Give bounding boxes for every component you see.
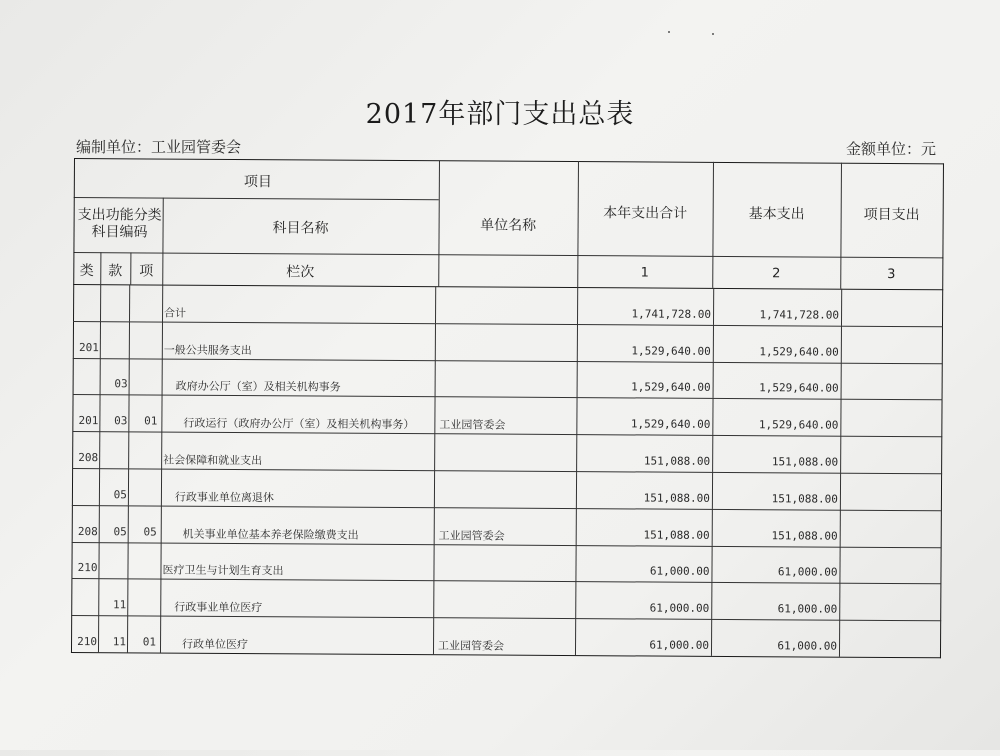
cell-unit-name: 工业园管委会 bbox=[439, 416, 505, 432]
table-row bbox=[1, 0, 1000, 6]
cell-xiang: 01 bbox=[128, 635, 156, 648]
cell-basic: 1,529,640.00 bbox=[714, 381, 839, 395]
cell-project bbox=[841, 566, 939, 567]
header-lanci: 栏次 bbox=[162, 261, 438, 283]
cell-total: 61,000.00 bbox=[577, 564, 709, 578]
cell-subject-name: 合计 bbox=[164, 304, 186, 320]
header-func-code: 支出功能分类 科目编码 bbox=[73, 207, 165, 242]
cell-basic: 151,088.00 bbox=[713, 492, 838, 506]
cell-subject-name: 行政事业单位医疗 bbox=[174, 599, 262, 616]
cell-total: 151,088.00 bbox=[578, 528, 710, 542]
cell-kuan: 03 bbox=[100, 378, 128, 391]
compiling-unit: 编制单位：工业园管委会 bbox=[76, 136, 241, 157]
table-row bbox=[1, 0, 1000, 6]
header-lei: 类 bbox=[73, 260, 100, 280]
cell-total: 61,000.00 bbox=[577, 638, 709, 652]
cell-lei: 201 bbox=[72, 414, 98, 427]
cell-project bbox=[841, 456, 939, 457]
cell-basic: 151,088.00 bbox=[713, 455, 838, 469]
header-col2: 2 bbox=[712, 266, 840, 282]
cell-project bbox=[842, 345, 940, 346]
cell-basic: 61,000.00 bbox=[712, 565, 837, 579]
cell-lei: 208 bbox=[72, 451, 98, 464]
table-row bbox=[1, 0, 1000, 6]
cell-kuan: 11 bbox=[98, 598, 126, 611]
header-col1: 1 bbox=[577, 265, 712, 281]
table-row bbox=[1, 0, 1000, 6]
cell-lei: 210 bbox=[71, 635, 97, 648]
cell-basic: 1,529,640.00 bbox=[714, 345, 839, 359]
cell-unit-name: 工业园管委会 bbox=[439, 527, 505, 543]
header-col3: 3 bbox=[840, 267, 942, 283]
cell-project bbox=[841, 419, 939, 420]
header-basic: 基本支出 bbox=[713, 203, 841, 224]
cell-unit-name: 工业园管委会 bbox=[438, 637, 504, 653]
header-subject-name: 科目名称 bbox=[163, 217, 439, 239]
header-xiangmu: 项目 bbox=[163, 171, 353, 192]
table-row bbox=[1, 0, 1000, 6]
cell-subject-name: 机关事业单位基本养老保险缴费支出 bbox=[183, 525, 359, 542]
cell-basic: 61,000.00 bbox=[712, 639, 837, 653]
cell-basic: 151,088.00 bbox=[713, 529, 838, 543]
cell-subject-name: 政府办公厅（室）及相关机构事务 bbox=[176, 378, 341, 395]
cell-project bbox=[841, 529, 939, 530]
cell-total: 151,088.00 bbox=[578, 454, 710, 468]
cell-lei: 208 bbox=[72, 525, 98, 538]
table-row bbox=[1, 0, 1000, 6]
cell-project bbox=[842, 308, 940, 309]
cell-lei: 210 bbox=[71, 561, 97, 574]
cell-project bbox=[841, 492, 939, 493]
table-row bbox=[1, 0, 1000, 6]
header-xiang: 项 bbox=[130, 260, 162, 280]
cell-subject-name: 一般公共服务支出 bbox=[164, 341, 252, 358]
cell-kuan: 03 bbox=[99, 414, 127, 427]
cell-lei: 201 bbox=[73, 341, 99, 354]
cell-xiang: 01 bbox=[129, 415, 157, 428]
cell-subject-name: 行政单位医疗 bbox=[182, 636, 248, 652]
cell-subject-name: 医疗卫生与计划生育支出 bbox=[162, 562, 283, 579]
cell-project bbox=[840, 603, 938, 604]
cell-basic: 61,000.00 bbox=[712, 602, 837, 616]
cell-subject-name: 行政运行（政府办公厅（室）及相关机构事务） bbox=[183, 415, 414, 432]
table-row bbox=[1, 0, 1000, 6]
cell-xiang: 05 bbox=[129, 525, 157, 538]
header-project: 项目支出 bbox=[841, 204, 943, 225]
cell-subject-name: 社会保障和就业支出 bbox=[163, 452, 262, 469]
table-row bbox=[1, 0, 1000, 6]
cell-project bbox=[840, 640, 938, 641]
cell-total: 1,529,640.00 bbox=[578, 417, 710, 431]
cell-kuan: 11 bbox=[98, 635, 126, 648]
cell-subject-name: 行政事业单位离退休 bbox=[175, 488, 274, 505]
cell-total: 61,000.00 bbox=[577, 601, 709, 615]
cell-kuan: 05 bbox=[99, 525, 127, 538]
cell-total: 151,088.00 bbox=[578, 491, 710, 505]
page-title: 2017年部门支出总表 bbox=[0, 92, 1000, 131]
cell-kuan: 05 bbox=[99, 488, 127, 501]
header-kuan: 款 bbox=[100, 260, 130, 280]
amount-unit: 金额单位：元 bbox=[846, 138, 936, 159]
table-row bbox=[1, 0, 1000, 6]
header-total: 本年支出合计 bbox=[578, 202, 713, 223]
cell-total: 1,529,640.00 bbox=[579, 344, 711, 358]
cell-basic: 1,741,728.00 bbox=[714, 308, 839, 322]
cell-total: 1,529,640.00 bbox=[579, 380, 711, 394]
cell-basic: 1,529,640.00 bbox=[713, 418, 838, 432]
cell-project bbox=[842, 382, 940, 383]
cell-total: 1,741,728.00 bbox=[579, 307, 711, 321]
header-unit-name: 单位名称 bbox=[439, 214, 578, 235]
